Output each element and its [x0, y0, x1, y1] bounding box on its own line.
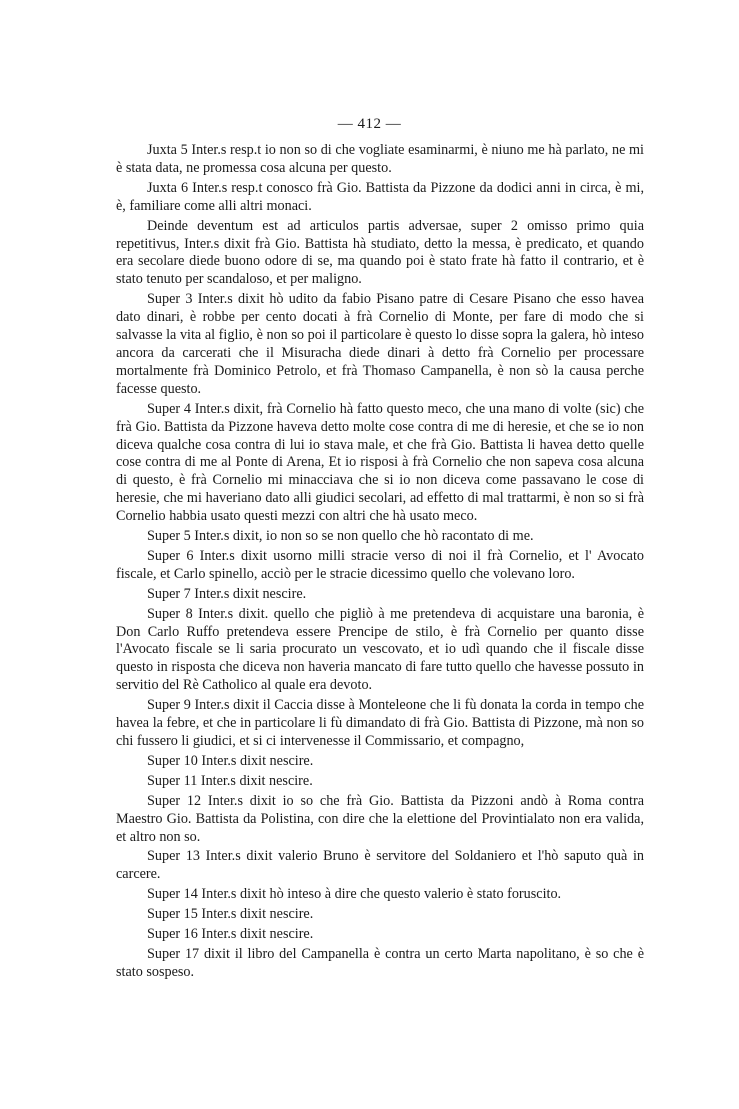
paragraph-super-16: Super 16 Inter.s dixit nescire. [147, 926, 314, 943]
paragraph-super-14: Super 14 Inter.s dixit hò inteso à dire che questo valerio è stato foruscito. [147, 886, 562, 903]
paragraph-super-12: Super 12 Inter.s dixit io so che frà Gio. Battista da Pizzoni andò à Roma contra Maestro Gio. Battista da Polistina, con dire che la elettione del Provintialato non era valida, et altro non so. [116, 792, 644, 845]
paragraph-super-9: Super 9 Inter.s dixit il Caccia disse à Monteleone che li fù donata la corda in tempo che havea la febre, et che in particolare li fù dimandato di frà Gio. Battista di Pizzone, mà non so chi fussero li giudici, et si ci intervenesse il Commissario, et compagno, [116, 697, 644, 749]
paragraph-super-5: Super 5 Inter.s dixit, io non so se non quello che hò racontato di me. [147, 528, 534, 545]
paragraph-super-17: Super 17 dixit il libro del Campanella è contra un certo Marta napolitano, è so che è stato sospeso. [116, 945, 644, 980]
body-text [116, 142, 644, 982]
paragraph-super-3: Super 3 Inter.s dixit hò udito da fabio Pisano patre di Cesare Pisano che esso havea dato dinari, è robbe per cento docati à frà Cornelio di Monte, per fare di modo che si salvasse la vita al figlio, è non so poi il particolare è questo lo disse sopra la galera, hò inteso ancora da carcerati che il Misuracha diede dinari à detto frà Cornelio per processare mortalmente frà Dominico Petrolo, et frà Thomaso Campanella, è non sò la causa perche facesse questo. [116, 291, 644, 397]
paragraph-super-4: Super 4 Inter.s dixit, frà Cornelio hà fatto questo meco, che una mano di volte (sic) che frà Gio. Battista da Pizzone haveva detto molte cose contra di me di heresie, et che se io non diceva qualche cosa contra di lui io stava male, et che frà Gio. Battista li havea detto quelle cose contra di me al Ponte di Arena, Et io risposi à frà Cornelio che non sapeva cosa alcuna di questo, è frà Cornelio mi minacciava che si io non diceva come passavano le cose di heresie, che mi haveriano dato alli giudici secolari, ad effetto di mal trattarmi, è non so si frà Cornelio habbia usato questi mezzi con altri che hà usato meco. [116, 400, 644, 525]
paragraph-juxta-5: Juxta 5 Inter.s resp.t io non so di che vogliate esaminarmi, è niuno me hà parlato, ne mi è stata data, ne promessa cosa alcuna per questo. [116, 142, 644, 176]
paragraph-super-8: Super 8 Inter.s dixit. quello che pigliò à me pretendeva di acquistare una baronia, è Don Carlo Ruffo pretendeva essere Prencipe de stilo, è frà Cornelio per quanto disse l'Avocato fiscale se li saria procurato un vescovato, et io udì quando che il fiscale disse questo in risposta che diceva non haveria mancato di fare tutto quello che havesse possuto in servitio del Rè Catholico al quale era devoto. [116, 605, 644, 694]
paragraph-juxta-6: Juxta 6 Inter.s resp.t conosco frà Gio. Battista da Pizzone da dodici anni in circa, è mi, è, familiare come alli altri monaci. [116, 179, 644, 214]
page-number: — 412 — [337, 116, 402, 132]
paragraph-super-11: Super 11 Inter.s dixit nescire. [147, 772, 313, 789]
paragraph-super-13: Super 13 Inter.s dixit valerio Bruno è servitore del Soldaniero et l'hò saputo quà in carcere. [116, 848, 644, 883]
paragraph-super-10: Super 10 Inter.s dixit nescire. [147, 752, 314, 769]
paragraph-deinde: Deinde deventum est ad articulos partis adversae, super 2 omisso primo quia repetitivus, Inter.s dixit frà Gio. Battista hà studiato, detto la messa, è predicato, et quando era secolare diede buono odore di se, ma quando poi è stato frate hà fatto il contrario, et è stato tenuto per scandaloso, et per maligno. [116, 217, 644, 288]
paragraph-super-6: Super 6 Inter.s dixit usorno milli stracie verso di noi il frà Cornelio, et l' Avocato fiscale, et Carlo spinello, acciò per le stracie dicessimo quello che volevano loro. [116, 547, 644, 582]
paragraph-super-15: Super 15 Inter.s dixit nescire. [147, 906, 314, 923]
paragraph-super-7: Super 7 Inter.s dixit nescire. [147, 585, 307, 602]
